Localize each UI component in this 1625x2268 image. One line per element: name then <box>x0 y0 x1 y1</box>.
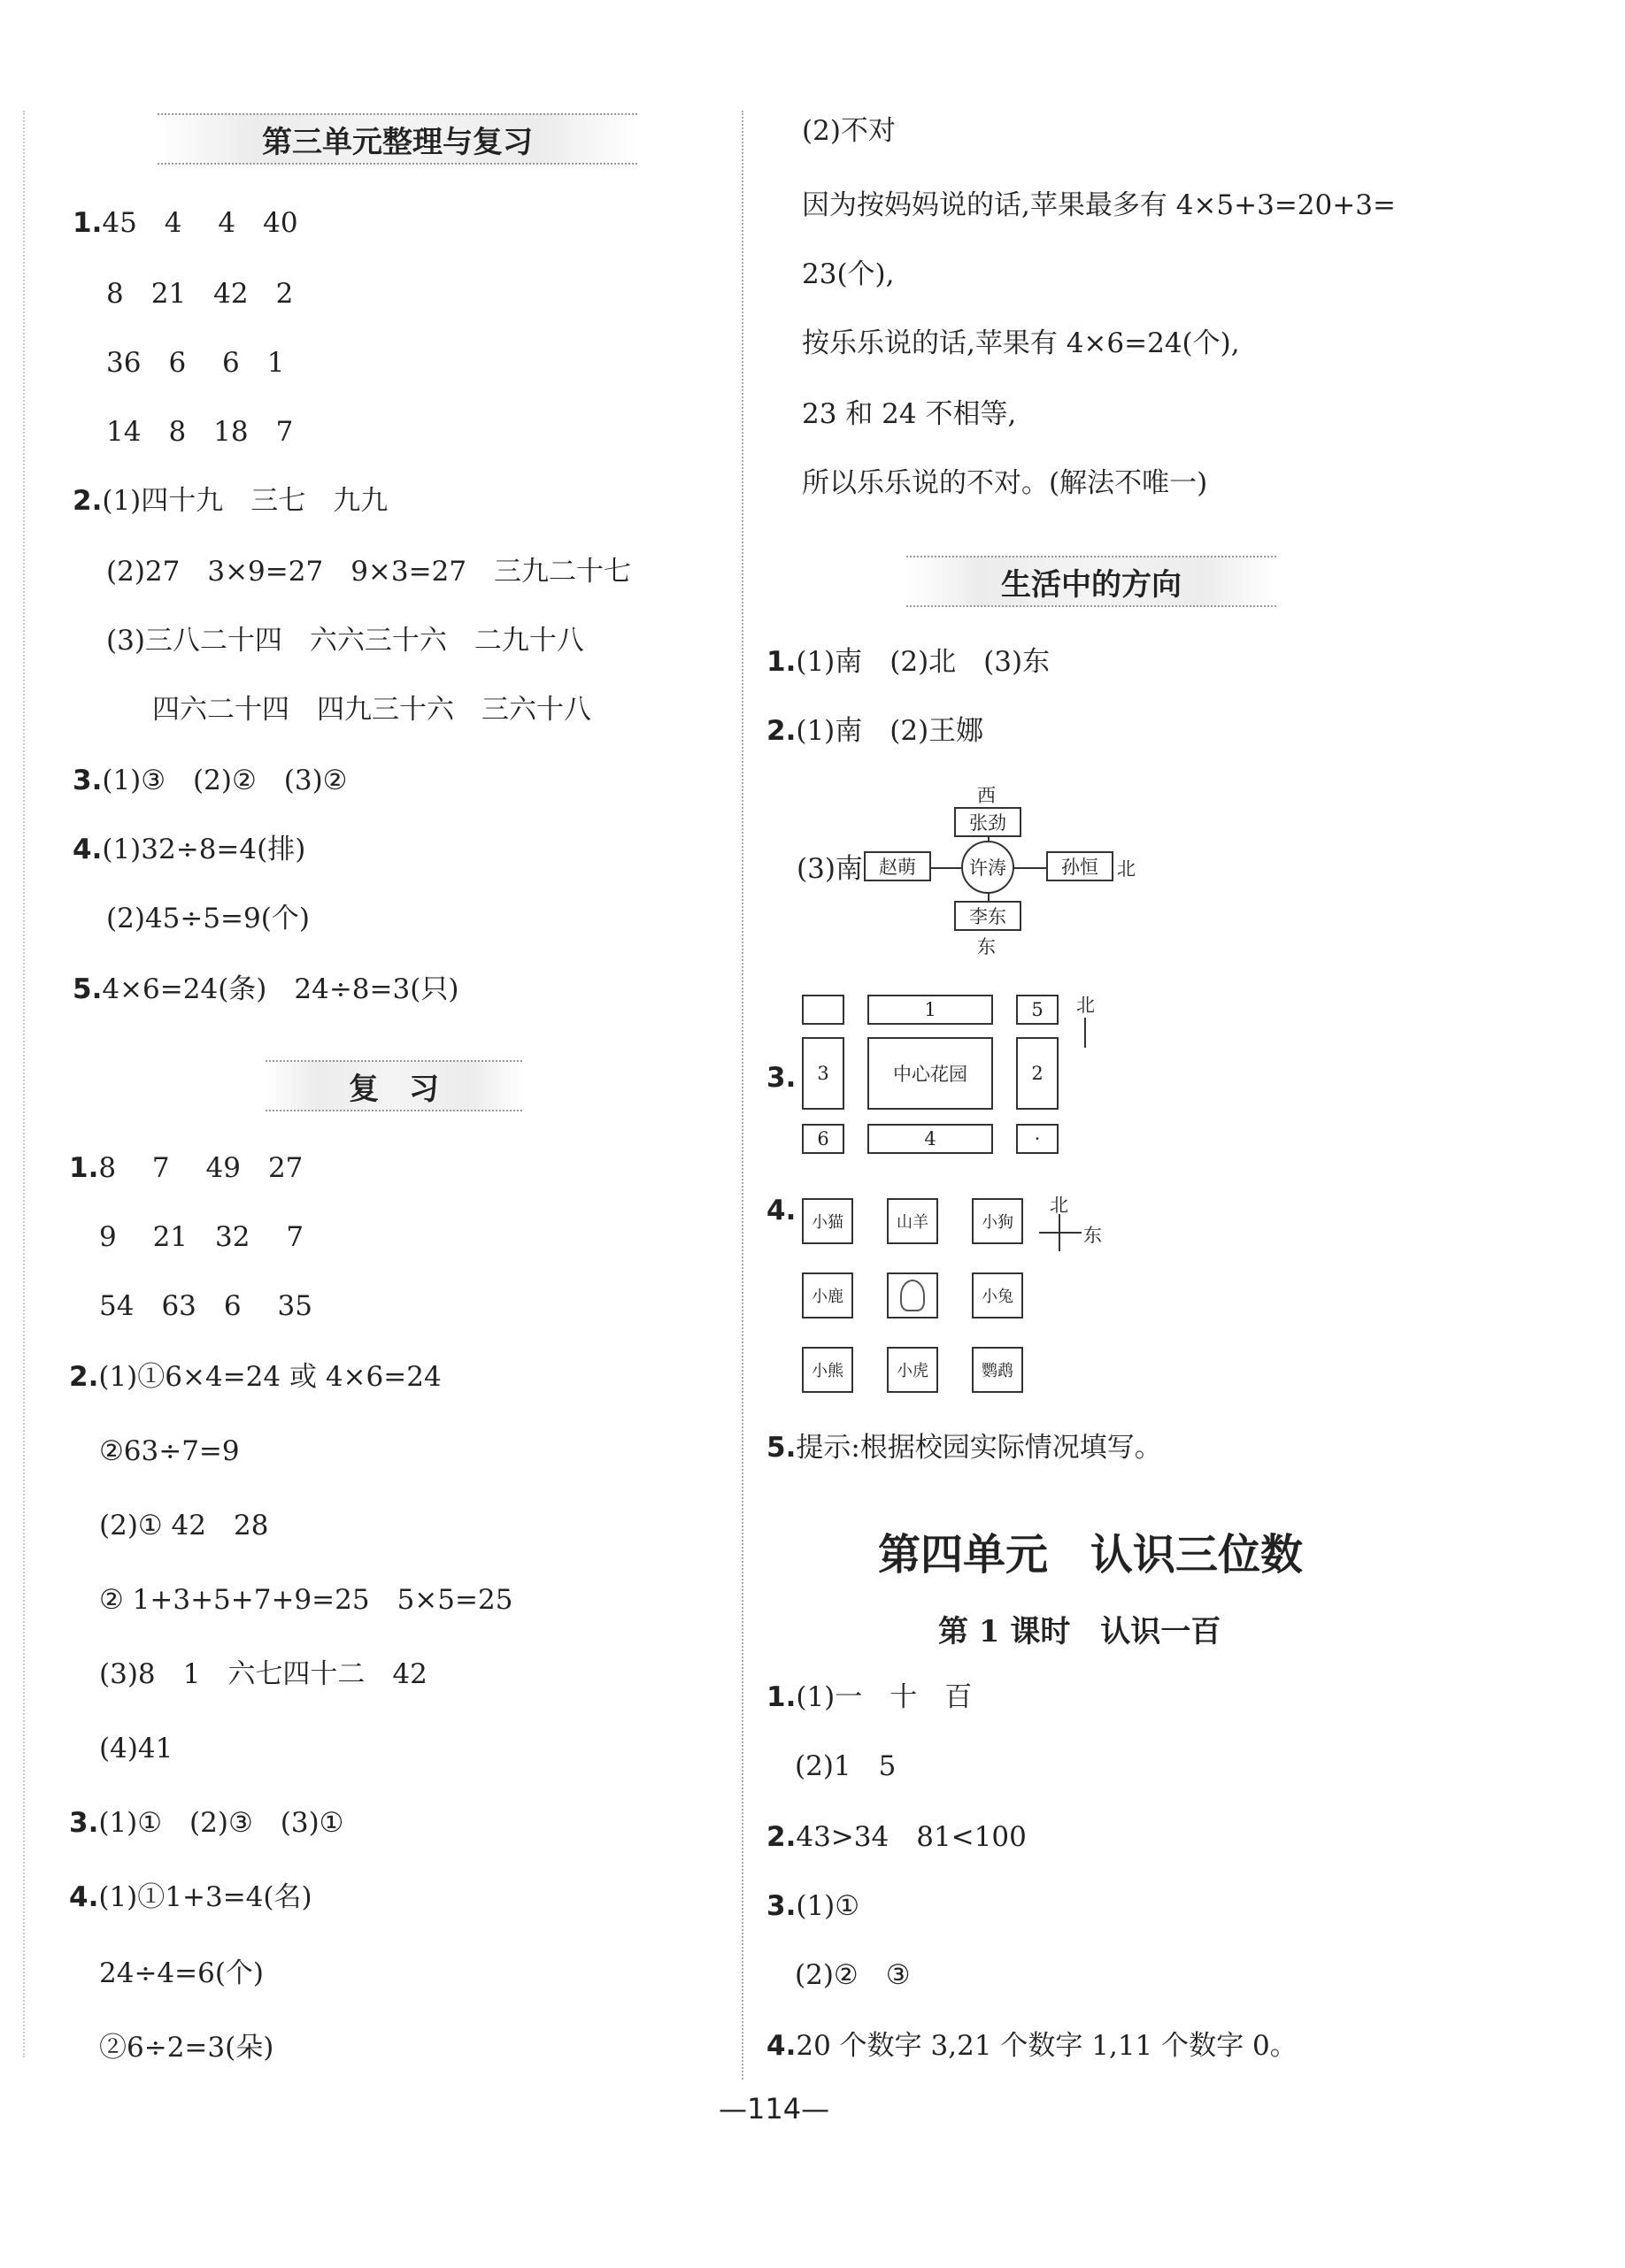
answer-line <box>766 1430 1162 1465</box>
answer-line <box>69 1805 343 1841</box>
question-number: 4. <box>766 2030 797 2062</box>
answer-line <box>766 2028 1298 2064</box>
answer-text: (1)南 (2)王娜 <box>796 715 984 747</box>
direction-east-label: 东 <box>977 936 996 957</box>
question-number: 5. <box>73 973 103 1005</box>
left-margin-line <box>23 111 25 2057</box>
answer-text: (2)① 42 28 <box>99 1510 269 1541</box>
answer-line <box>99 1434 240 1469</box>
north-label: 北 <box>1076 995 1095 1016</box>
map-box-3: 3 <box>802 1037 844 1110</box>
animal-box: 小狗 <box>972 1198 1023 1244</box>
answer-line <box>99 1731 173 1766</box>
answer-line <box>152 692 591 727</box>
answer-line <box>99 1657 427 1692</box>
answer-line <box>106 276 293 311</box>
question-number: 1. <box>766 1681 797 1713</box>
answer-line <box>73 832 305 867</box>
answer-text: (1)① (2)③ (3)① <box>98 1807 344 1839</box>
north-arrow <box>1084 1018 1086 1048</box>
name-box-left: 赵萌 <box>864 851 931 881</box>
answer-line <box>106 414 293 450</box>
answer-text: 45 4 4 40 <box>102 207 298 239</box>
question-number: 1. <box>69 1152 99 1184</box>
answer-line <box>73 763 347 798</box>
answer-text: ②6÷2=3(朵) <box>99 2032 274 2064</box>
answer-text: (1)① <box>796 1890 860 1922</box>
answer-text: 四六二十四 四九三十六 三六十八 <box>152 694 591 726</box>
answer-line <box>766 1819 1027 1855</box>
answer-line <box>99 1219 304 1255</box>
answer-line <box>106 623 584 658</box>
answer-line <box>795 1957 911 1993</box>
question-number: 1. <box>73 207 103 239</box>
answer-line <box>106 554 631 589</box>
answer-line <box>73 483 388 519</box>
map-center-garden: 中心花园 <box>867 1037 993 1110</box>
animal-box: 小兔 <box>972 1272 1023 1319</box>
answer-text: ② 1+3+5+7+9=25 5×5=25 <box>99 1584 513 1616</box>
section-title-text: 第三单元整理与复习 <box>262 124 533 160</box>
question-number: 1. <box>766 646 797 678</box>
question-number: 2. <box>766 715 797 747</box>
answer-text: 4×6=24(条) 24÷8=3(只) <box>102 973 459 1005</box>
center-figure-box <box>887 1272 938 1319</box>
page-number: —114— <box>719 2092 830 2126</box>
animal-box: 鹦鹉 <box>972 1347 1023 1393</box>
answer-text: (1)③ (2)② (3)② <box>102 765 348 796</box>
animal-box: 小鹿 <box>802 1272 853 1319</box>
question-number: 3. <box>766 1062 797 1094</box>
answer-text: 提示:根据校园实际情况填写。 <box>796 1432 1162 1464</box>
answer-text: 8 21 42 2 <box>106 278 294 310</box>
map-box-2: 2 <box>1016 1037 1059 1110</box>
animal-box: 小虎 <box>887 1347 938 1393</box>
section-title-review <box>266 1060 522 1111</box>
name-box-center: 许涛 <box>961 841 1014 894</box>
answer-line <box>795 1749 896 1784</box>
question-number: 3. <box>766 1890 797 1922</box>
direction-north-label: 北 <box>1117 858 1136 880</box>
explanation-line: 所以乐乐说的不对。(解法不唯一) <box>802 467 1208 499</box>
answer-text: (3)三八二十四 六六三十六 二九十八 <box>106 625 584 657</box>
question-number: 3. <box>73 765 103 796</box>
unit-title: 第四单元 认识三位数 <box>878 1530 1304 1580</box>
answer-line <box>106 901 310 936</box>
compass-north-label: 北 <box>1050 1195 1068 1216</box>
explanation-line: 按乐乐说的话,苹果有 4×6=24(个), <box>802 327 1240 359</box>
map-box-4: 4 <box>867 1124 993 1154</box>
section-title-unit3-review <box>158 113 637 165</box>
section-title-text: 复 习 <box>349 1071 439 1107</box>
answer-line <box>69 1150 303 1186</box>
answer-line <box>99 1288 312 1324</box>
question-number: 2. <box>69 1361 99 1393</box>
answer-text: 24÷4=6(个) <box>99 1957 265 1989</box>
compass-h-line <box>1039 1232 1082 1234</box>
section-title-directions <box>906 556 1276 607</box>
answer-text: 36 6 6 1 <box>106 347 285 379</box>
name-box-bottom: 李东 <box>954 901 1021 931</box>
answer-line <box>766 713 983 749</box>
answer-text: (1)一 十 百 <box>796 1681 973 1713</box>
answer-text: 9 21 32 7 <box>99 1221 304 1253</box>
answer-line <box>766 1680 972 1715</box>
question-number: 4. <box>73 834 103 865</box>
question-number: 5. <box>766 1432 797 1464</box>
column-divider <box>742 111 743 2080</box>
name-box-right: 孙恒 <box>1046 851 1113 881</box>
answer-text: (3)8 1 六七四十二 42 <box>99 1658 427 1690</box>
animal-box: 小猫 <box>802 1198 853 1244</box>
lesson-title: 第 1 课时 认识一百 <box>938 1614 1221 1649</box>
answer-text: (1)四十九 三七 九九 <box>102 485 389 517</box>
answer-text: 20 个数字 3,21 个数字 1,11 个数字 0。 <box>796 2030 1298 2062</box>
answer-text: (1)32÷8=4(排) <box>102 834 306 865</box>
answer-line <box>69 1359 442 1395</box>
answer-text: (2)27 3×9=27 9×3=27 三九二十七 <box>106 556 632 588</box>
answer-line <box>766 1888 859 1924</box>
answer-text: (2)② ③ <box>795 1959 911 1991</box>
question-number: 3. <box>69 1807 99 1839</box>
question-number: 4. <box>69 1881 99 1913</box>
question-number: 4. <box>766 1195 797 1226</box>
cross-label-south: (3)南 <box>797 853 863 885</box>
answer-text: (4)41 <box>99 1733 173 1764</box>
answer-line <box>99 1956 264 1991</box>
child-figure-icon <box>900 1280 925 1311</box>
map-box-6: 6 <box>802 1124 844 1154</box>
explanation-line: (2)不对 <box>802 115 896 147</box>
section-title-text: 生活中的方向 <box>1001 566 1182 603</box>
question-number: 2. <box>766 1821 797 1853</box>
answer-line <box>106 345 284 381</box>
animal-box: 小熊 <box>802 1347 853 1393</box>
direction-west-label: 西 <box>977 785 996 806</box>
answer-line <box>99 1582 512 1618</box>
answer-text: 43>34 81<100 <box>796 1821 1027 1853</box>
answer-text: (1)①1+3=4(名) <box>98 1881 312 1913</box>
answer-text: (1)①6×4=24 或 4×6=24 <box>98 1361 442 1393</box>
answer-line <box>766 644 1050 680</box>
answer-text: 14 8 18 7 <box>106 416 294 448</box>
answer-line <box>73 205 298 241</box>
map-box-blank <box>802 995 844 1025</box>
map-box-dot: · <box>1016 1124 1059 1154</box>
answer-text: 54 63 6 35 <box>99 1290 312 1322</box>
explanation-line: 23 和 24 不相等, <box>802 398 1017 430</box>
map-box-1: 1 <box>867 995 993 1025</box>
answer-text: ②63÷7=9 <box>99 1435 240 1467</box>
answer-text: (2)45÷5=9(个) <box>106 903 310 934</box>
map-box-5: 5 <box>1016 995 1059 1025</box>
explanation-line: 23(个), <box>802 258 895 290</box>
question-number: 2. <box>73 485 103 517</box>
answer-line <box>99 2030 273 2065</box>
answer-text: (2)1 5 <box>795 1750 897 1782</box>
explanation-line: 因为按妈妈说的话,苹果最多有 4×5+3=20+3= <box>802 189 1396 221</box>
answer-line <box>99 1508 268 1543</box>
answer-text: 8 7 49 27 <box>98 1152 304 1184</box>
answer-text: (1)南 (2)北 (3)东 <box>796 646 1051 678</box>
answer-line <box>69 1880 312 1915</box>
animal-box: 山羊 <box>887 1198 938 1244</box>
compass-east-label: 东 <box>1083 1225 1102 1246</box>
name-box-top: 张劲 <box>954 807 1021 837</box>
answer-line <box>73 972 458 1007</box>
